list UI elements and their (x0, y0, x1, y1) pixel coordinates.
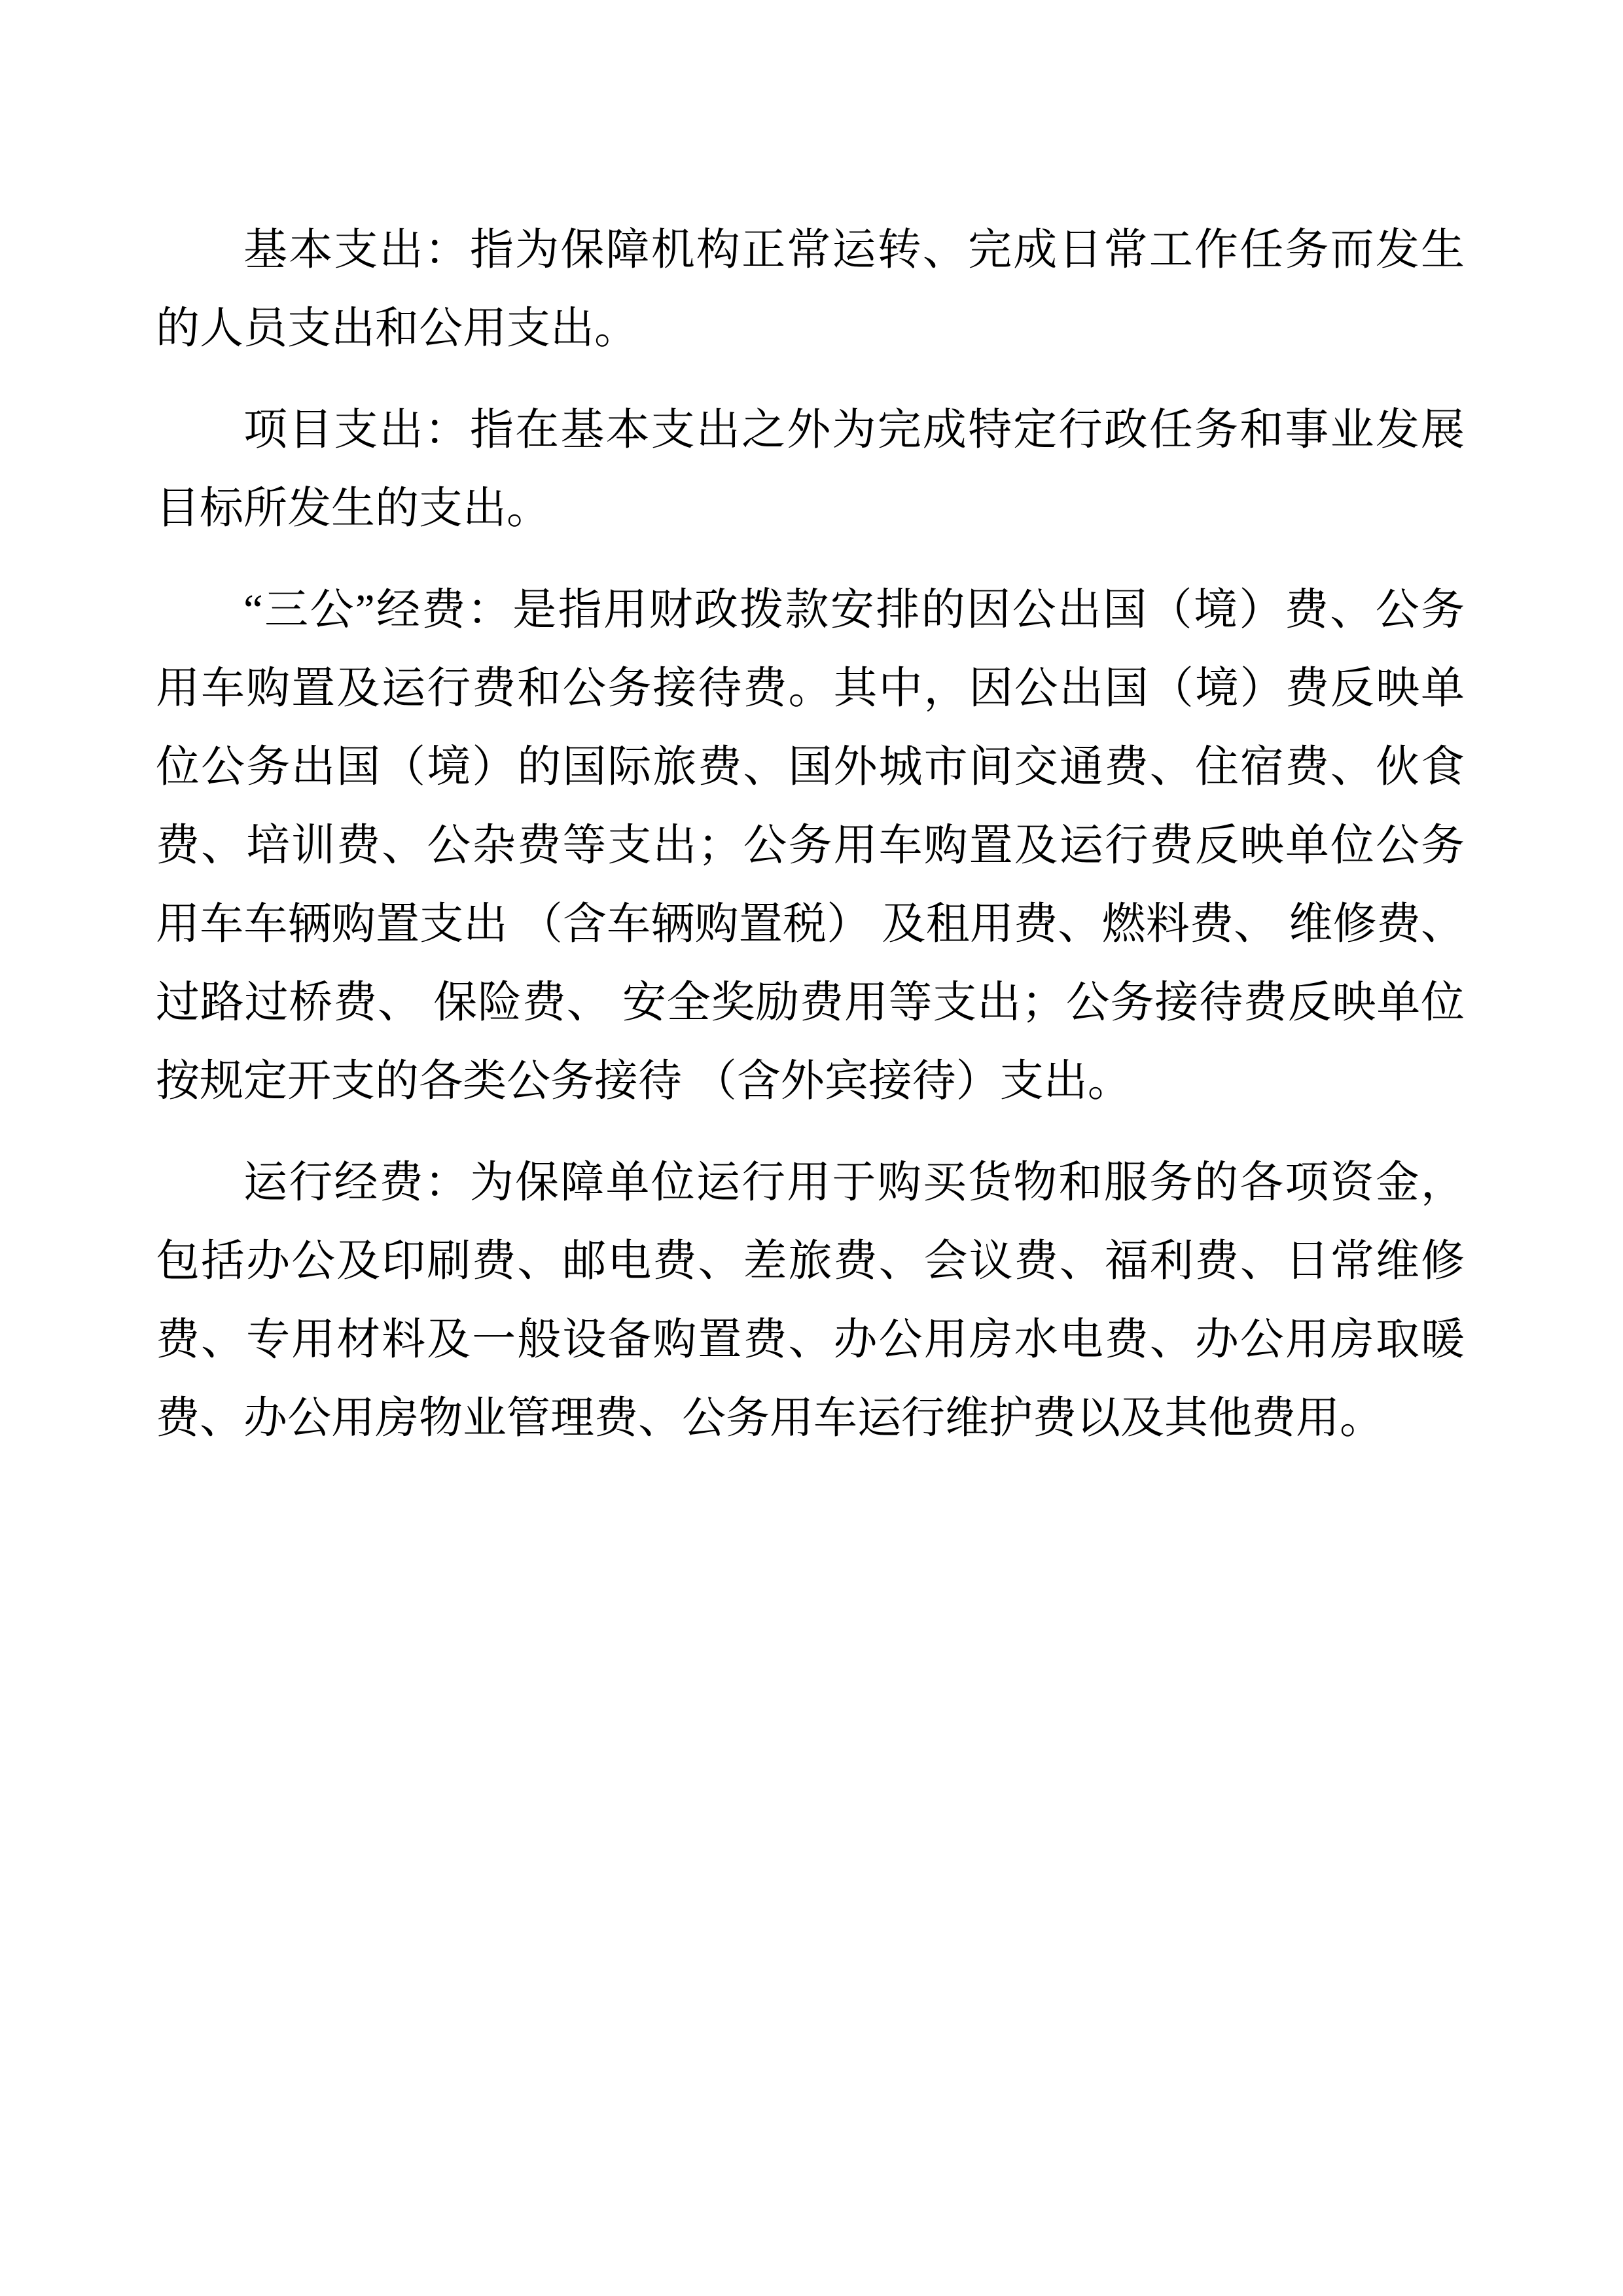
paragraph-operating-funds: 运行经费：为保障单位运行用于购买货物和服务的各项资金，包括办公及印刷费、邮电费、差旅费、会议费、福利费、日常维修费、专用材料及一般设备购置费、办公用房水电费、办公用房取暖费、办公用房物业管理费、公务用车运行维护费以及其他费用。 (156, 1158, 1465, 1443)
paragraph-project-expenditure: 项目支出：指在基本支出之外为完成特定行政任务和事业发展目标所发生的支出。 (156, 406, 1465, 533)
paragraph-basic-expenditure: 基本支出：指为保障机构正常运转、完成日常工作任务而发生的人员支出和公用支出。 (156, 226, 1465, 353)
document-body (156, 211, 1465, 1458)
paragraph-three-public-funds: “三公”经费：是指用财政拨款安排的因公出国（境）费、公务用车购置及运行费和公务接待费。其中，因公出国（境）费反映单位公务出国（境）的国际旅费、国外城市间交通费、住宿费、伙食费、培训费、公杂费等支出；公务用车购置及运行费反映单位公务用车车辆购置支出 （含车辆购置税） 及租用费、燃料费、 维修费、 过路过桥费、 保险费、 安全奖励费用等支出；公务接待费反映单位按规定开支的各类公务接待 （含外宾接待）支出。 (156, 586, 1465, 1105)
